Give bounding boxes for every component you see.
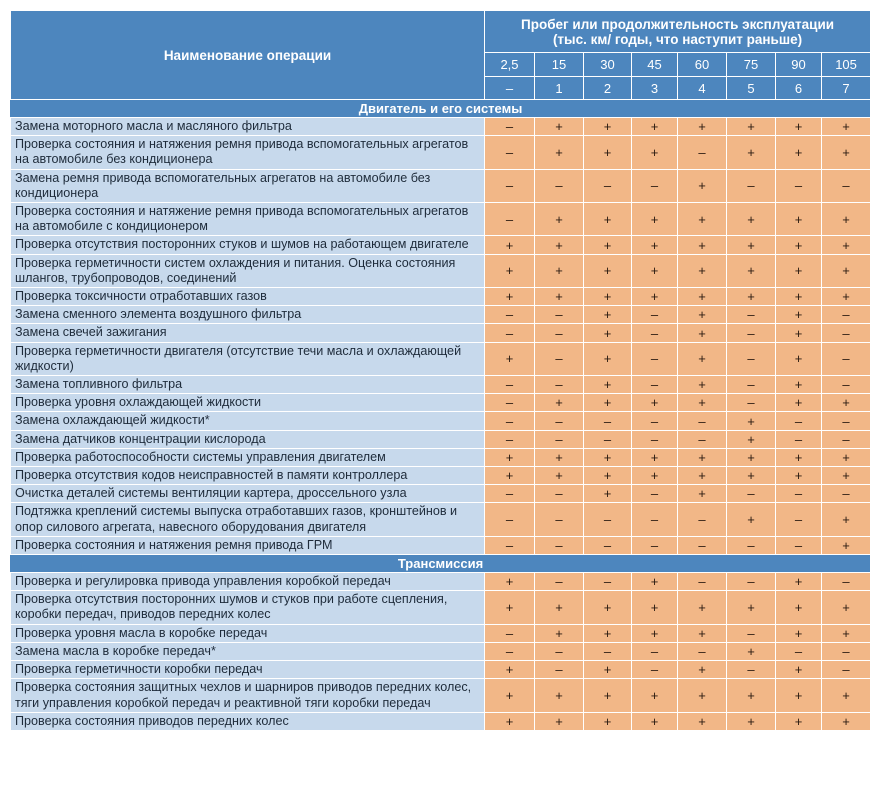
operation-name: Подтяжка креплений системы выпуска отработавших газов, кронштейнов и опор силового агрегата, навесного оборудования двигателя	[11, 503, 485, 536]
interval-mark: +	[632, 624, 678, 642]
operation-name: Замена моторного масла и масляного фильтра	[11, 118, 485, 136]
interval-mark: +	[584, 624, 632, 642]
table-row	[11, 412, 871, 430]
interval-mark: +	[632, 679, 678, 712]
interval-mark: +	[485, 448, 535, 466]
table-body	[11, 100, 871, 731]
interval-mark: +	[678, 661, 727, 679]
interval-mark: –	[727, 624, 776, 642]
interval-mark: +	[822, 236, 871, 254]
table-row	[11, 536, 871, 554]
interval-mark: +	[632, 203, 678, 236]
interval-mark: –	[727, 306, 776, 324]
interval-mark: +	[584, 306, 632, 324]
interval-mark: +	[776, 573, 822, 591]
interval-mark: –	[485, 118, 535, 136]
table-row	[11, 679, 871, 712]
interval-mark: –	[485, 203, 535, 236]
operation-name: Проверка состояния и натяжение ремня привода вспомогательных агрегатов на автомобиле с кондиционером	[11, 203, 485, 236]
interval-mark: +	[727, 254, 776, 287]
interval-mark: –	[632, 342, 678, 375]
interval-mark: –	[678, 503, 727, 536]
interval-mark: +	[776, 591, 822, 624]
table-row	[11, 136, 871, 169]
interval-mark: –	[584, 503, 632, 536]
interval-mark: –	[535, 430, 584, 448]
interval-mark: +	[822, 203, 871, 236]
table-row	[11, 376, 871, 394]
interval-mark: –	[822, 306, 871, 324]
interval-mark: +	[822, 394, 871, 412]
mileage-cell: 30	[584, 53, 632, 77]
operation-name: Замена датчиков концентрации кислорода	[11, 430, 485, 448]
interval-mark: –	[535, 342, 584, 375]
interval-mark: –	[584, 169, 632, 202]
table-row	[11, 503, 871, 536]
interval-mark: –	[485, 485, 535, 503]
interval-mark: –	[678, 430, 727, 448]
interval-mark: +	[727, 118, 776, 136]
interval-mark: –	[632, 324, 678, 342]
interval-mark: –	[727, 342, 776, 375]
interval-mark: –	[776, 169, 822, 202]
interval-mark: –	[632, 503, 678, 536]
interval-mark: –	[485, 503, 535, 536]
interval-mark: –	[485, 306, 535, 324]
interval-mark: –	[535, 503, 584, 536]
interval-mark: +	[584, 485, 632, 503]
interval-mark: –	[485, 430, 535, 448]
interval-mark: –	[632, 430, 678, 448]
operation-name: Проверка отсутствия посторонних стуков и шумов на работающем двигателе	[11, 236, 485, 254]
interval-mark: +	[776, 288, 822, 306]
interval-mark: –	[535, 169, 584, 202]
table-row	[11, 306, 871, 324]
interval-mark: –	[776, 642, 822, 660]
years-cell: 6	[776, 77, 822, 100]
section-title: Трансмиссия	[11, 555, 871, 573]
years-cell: 4	[678, 77, 727, 100]
interval-title-line1: Пробег или продолжительность эксплуатации	[521, 16, 835, 32]
interval-mark: –	[776, 430, 822, 448]
years-cell: 5	[727, 77, 776, 100]
interval-mark: +	[727, 430, 776, 448]
interval-mark: –	[485, 324, 535, 342]
interval-mark: +	[727, 642, 776, 660]
operation-name: Замена топливного фильтра	[11, 376, 485, 394]
interval-mark: –	[822, 430, 871, 448]
interval-mark: +	[678, 394, 727, 412]
interval-mark: +	[776, 624, 822, 642]
interval-mark: +	[632, 573, 678, 591]
interval-mark: –	[727, 485, 776, 503]
interval-mark: +	[485, 712, 535, 730]
table-row	[11, 324, 871, 342]
interval-mark: –	[776, 503, 822, 536]
interval-mark: –	[776, 412, 822, 430]
table-header	[11, 11, 871, 100]
interval-mark: +	[632, 236, 678, 254]
interval-mark: +	[822, 448, 871, 466]
interval-mark: +	[485, 573, 535, 591]
operation-name: Проверка отсутствия кодов неисправностей в памяти контроллера	[11, 467, 485, 485]
interval-mark: –	[822, 324, 871, 342]
interval-mark: –	[535, 324, 584, 342]
interval-mark: +	[776, 712, 822, 730]
interval-mark: +	[776, 136, 822, 169]
years-cell: 3	[632, 77, 678, 100]
interval-mark: –	[678, 412, 727, 430]
interval-mark: +	[632, 591, 678, 624]
interval-mark: –	[485, 394, 535, 412]
years-cell: 7	[822, 77, 871, 100]
table-row	[11, 288, 871, 306]
interval-mark: –	[535, 306, 584, 324]
interval-mark: +	[535, 591, 584, 624]
table-row	[11, 573, 871, 591]
interval-mark: +	[535, 394, 584, 412]
interval-mark: +	[584, 342, 632, 375]
interval-mark: +	[822, 288, 871, 306]
operation-name: Замена свечей зажигания	[11, 324, 485, 342]
interval-mark: +	[632, 712, 678, 730]
interval-mark: +	[632, 118, 678, 136]
mileage-cell: 75	[727, 53, 776, 77]
interval-mark: +	[584, 679, 632, 712]
maintenance-schedule	[10, 10, 870, 731]
operation-name: Проверка уровня масла в коробке передач	[11, 624, 485, 642]
interval-mark: +	[584, 136, 632, 169]
interval-mark: +	[776, 203, 822, 236]
section-row	[11, 100, 871, 118]
interval-mark: +	[727, 448, 776, 466]
interval-mark: –	[822, 573, 871, 591]
operation-name: Проверка токсичности отработавших газов	[11, 288, 485, 306]
interval-mark: +	[535, 679, 584, 712]
interval-mark: –	[535, 536, 584, 554]
interval-mark: +	[822, 503, 871, 536]
operation-name: Проверка состояния и натяжения ремня привода вспомогательных агрегатов на автомобиле без кондиционера	[11, 136, 485, 169]
interval-mark: +	[822, 591, 871, 624]
interval-mark: +	[485, 661, 535, 679]
interval-mark: +	[822, 679, 871, 712]
interval-mark: –	[535, 412, 584, 430]
operation-name: Проверка уровня охлаждающей жидкости	[11, 394, 485, 412]
operation-name: Проверка состояния защитных чехлов и шарниров приводов передних колес, тяги управления коробкой передач и реактивной тяги коробки передач	[11, 679, 485, 712]
interval-mark: +	[822, 624, 871, 642]
table-row	[11, 394, 871, 412]
interval-mark: +	[822, 254, 871, 287]
interval-mark: +	[776, 661, 822, 679]
operation-name: Очистка деталей системы вентиляции картера, дроссельного узла	[11, 485, 485, 503]
interval-mark: –	[485, 642, 535, 660]
interval-mark: –	[632, 536, 678, 554]
operation-name: Замена масла в коробке передач*	[11, 642, 485, 660]
interval-mark: +	[776, 376, 822, 394]
interval-mark: +	[632, 448, 678, 466]
mileage-cell: 2,5	[485, 53, 535, 77]
interval-mark: +	[727, 503, 776, 536]
table-row	[11, 430, 871, 448]
interval-mark: +	[678, 485, 727, 503]
interval-mark: +	[584, 448, 632, 466]
interval-mark: +	[678, 591, 727, 624]
interval-mark: +	[535, 203, 584, 236]
interval-mark: –	[678, 136, 727, 169]
interval-mark: +	[584, 118, 632, 136]
table-row	[11, 485, 871, 503]
interval-mark: –	[535, 642, 584, 660]
interval-mark: +	[776, 254, 822, 287]
interval-mark: –	[535, 661, 584, 679]
interval-mark: –	[584, 642, 632, 660]
operation-name: Замена охлаждающей жидкости*	[11, 412, 485, 430]
maintenance-table	[10, 10, 871, 731]
interval-mark: +	[485, 342, 535, 375]
interval-mark: +	[535, 236, 584, 254]
interval-mark: +	[678, 712, 727, 730]
interval-mark: +	[584, 203, 632, 236]
interval-mark: –	[584, 573, 632, 591]
interval-mark: +	[584, 236, 632, 254]
interval-mark: +	[822, 712, 871, 730]
interval-mark: –	[584, 430, 632, 448]
interval-mark: +	[485, 591, 535, 624]
mileage-cell: 45	[632, 53, 678, 77]
interval-mark: –	[727, 324, 776, 342]
years-cell: 1	[535, 77, 584, 100]
interval-mark: +	[678, 306, 727, 324]
interval-mark: –	[632, 306, 678, 324]
interval-mark: –	[632, 376, 678, 394]
interval-mark: –	[727, 661, 776, 679]
interval-mark: +	[535, 254, 584, 287]
interval-mark: –	[584, 412, 632, 430]
operation-name: Проверка работоспособности системы управления двигателем	[11, 448, 485, 466]
interval-mark: +	[727, 591, 776, 624]
table-row	[11, 467, 871, 485]
interval-mark: +	[776, 342, 822, 375]
interval-mark: –	[485, 412, 535, 430]
interval-mark: +	[776, 306, 822, 324]
interval-mark: +	[535, 624, 584, 642]
interval-mark: +	[535, 712, 584, 730]
mileage-cell: 15	[535, 53, 584, 77]
interval-mark: +	[776, 324, 822, 342]
interval-mark: +	[632, 136, 678, 169]
interval-mark: +	[822, 136, 871, 169]
operation-name: Проверка состояния приводов передних колес	[11, 712, 485, 730]
interval-mark: +	[485, 254, 535, 287]
table-row	[11, 661, 871, 679]
interval-mark: +	[776, 679, 822, 712]
interval-mark: –	[678, 642, 727, 660]
interval-mark: –	[535, 376, 584, 394]
interval-mark: –	[727, 376, 776, 394]
interval-mark: +	[632, 467, 678, 485]
interval-column-header	[485, 11, 871, 53]
interval-mark: +	[678, 679, 727, 712]
interval-mark: –	[776, 485, 822, 503]
interval-mark: +	[776, 394, 822, 412]
interval-mark: –	[822, 169, 871, 202]
interval-mark: –	[485, 376, 535, 394]
interval-mark: –	[822, 642, 871, 660]
years-cell: –	[485, 77, 535, 100]
interval-mark: +	[485, 679, 535, 712]
interval-mark: +	[727, 712, 776, 730]
interval-mark: +	[727, 236, 776, 254]
interval-mark: +	[727, 203, 776, 236]
interval-mark: –	[632, 485, 678, 503]
interval-mark: +	[822, 118, 871, 136]
interval-mark: +	[678, 169, 727, 202]
interval-mark: +	[678, 324, 727, 342]
interval-mark: +	[584, 324, 632, 342]
interval-mark: +	[584, 288, 632, 306]
mileage-cell: 60	[678, 53, 727, 77]
interval-mark: +	[584, 376, 632, 394]
operation-name: Проверка состояния и натяжения ремня привода ГРМ	[11, 536, 485, 554]
interval-mark: +	[678, 624, 727, 642]
table-row	[11, 236, 871, 254]
interval-mark: +	[678, 118, 727, 136]
interval-mark: –	[584, 536, 632, 554]
interval-mark: –	[535, 573, 584, 591]
interval-mark: –	[485, 169, 535, 202]
table-row	[11, 203, 871, 236]
section-title: Двигатель и его системы	[11, 100, 871, 118]
table-row	[11, 169, 871, 202]
operation-name: Проверка герметичности коробки передач	[11, 661, 485, 679]
interval-mark: +	[678, 376, 727, 394]
interval-mark: –	[727, 394, 776, 412]
years-cell: 2	[584, 77, 632, 100]
interval-mark: –	[535, 485, 584, 503]
table-row	[11, 712, 871, 730]
interval-mark: –	[822, 485, 871, 503]
interval-mark: +	[727, 136, 776, 169]
interval-mark: +	[678, 467, 727, 485]
operation-name: Проверка герметичности двигателя (отсутствие течи масла и охлаждающей жидкости)	[11, 342, 485, 375]
interval-mark: –	[822, 342, 871, 375]
interval-mark: –	[632, 661, 678, 679]
interval-mark: –	[822, 376, 871, 394]
section-row	[11, 555, 871, 573]
interval-mark: +	[535, 448, 584, 466]
interval-mark: +	[727, 412, 776, 430]
operation-name: Проверка отсутствия посторонних шумов и стуков при работе сцепления, коробки передач, приводов передних колес	[11, 591, 485, 624]
interval-mark: +	[678, 203, 727, 236]
table-row	[11, 254, 871, 287]
interval-mark: +	[535, 118, 584, 136]
interval-mark: +	[485, 467, 535, 485]
interval-mark: –	[485, 624, 535, 642]
interval-mark: +	[632, 394, 678, 412]
interval-mark: +	[632, 254, 678, 287]
operation-column-header: Наименование операции	[11, 11, 485, 100]
interval-mark: –	[727, 169, 776, 202]
interval-mark: +	[822, 467, 871, 485]
interval-mark: +	[584, 467, 632, 485]
interval-mark: +	[535, 467, 584, 485]
table-row	[11, 342, 871, 375]
operation-name: Проверка герметичности систем охлаждения и питания. Оценка состояния шлангов, трубопроводов, соединений	[11, 254, 485, 287]
interval-mark: –	[727, 573, 776, 591]
interval-mark: +	[535, 136, 584, 169]
interval-mark: –	[485, 136, 535, 169]
interval-mark: –	[485, 536, 535, 554]
interval-mark: +	[678, 342, 727, 375]
interval-mark: +	[776, 467, 822, 485]
interval-mark: –	[632, 412, 678, 430]
table-row	[11, 118, 871, 136]
mileage-cell: 105	[822, 53, 871, 77]
interval-mark: +	[485, 236, 535, 254]
interval-mark: +	[584, 661, 632, 679]
interval-mark: +	[485, 288, 535, 306]
interval-mark: –	[776, 536, 822, 554]
interval-mark: +	[584, 591, 632, 624]
interval-mark: –	[822, 661, 871, 679]
interval-mark: +	[727, 288, 776, 306]
interval-mark: +	[678, 236, 727, 254]
interval-mark: +	[584, 712, 632, 730]
interval-mark: +	[727, 467, 776, 485]
table-row	[11, 448, 871, 466]
interval-mark: +	[822, 536, 871, 554]
interval-mark: +	[678, 288, 727, 306]
mileage-cell: 90	[776, 53, 822, 77]
interval-mark: –	[678, 573, 727, 591]
interval-mark: +	[776, 118, 822, 136]
table-row	[11, 591, 871, 624]
table-row	[11, 642, 871, 660]
table-row	[11, 624, 871, 642]
interval-mark: +	[776, 448, 822, 466]
interval-title-line2: (тыс. км/ годы, что наступит раньше)	[552, 31, 803, 47]
interval-mark: –	[822, 412, 871, 430]
interval-mark: +	[632, 288, 678, 306]
interval-mark: +	[584, 394, 632, 412]
interval-mark: +	[727, 679, 776, 712]
operation-name: Проверка и регулировка привода управления коробкой передач	[11, 573, 485, 591]
interval-mark: –	[678, 536, 727, 554]
interval-mark: –	[727, 536, 776, 554]
interval-mark: +	[678, 448, 727, 466]
interval-mark: +	[678, 254, 727, 287]
interval-mark: +	[535, 288, 584, 306]
interval-mark: +	[776, 236, 822, 254]
interval-mark: +	[584, 254, 632, 287]
interval-mark: –	[632, 169, 678, 202]
operation-name: Замена ремня привода вспомогательных агрегатов на автомобиле без кондиционера	[11, 169, 485, 202]
interval-mark: –	[632, 642, 678, 660]
operation-name: Замена сменного элемента воздушного фильтра	[11, 306, 485, 324]
